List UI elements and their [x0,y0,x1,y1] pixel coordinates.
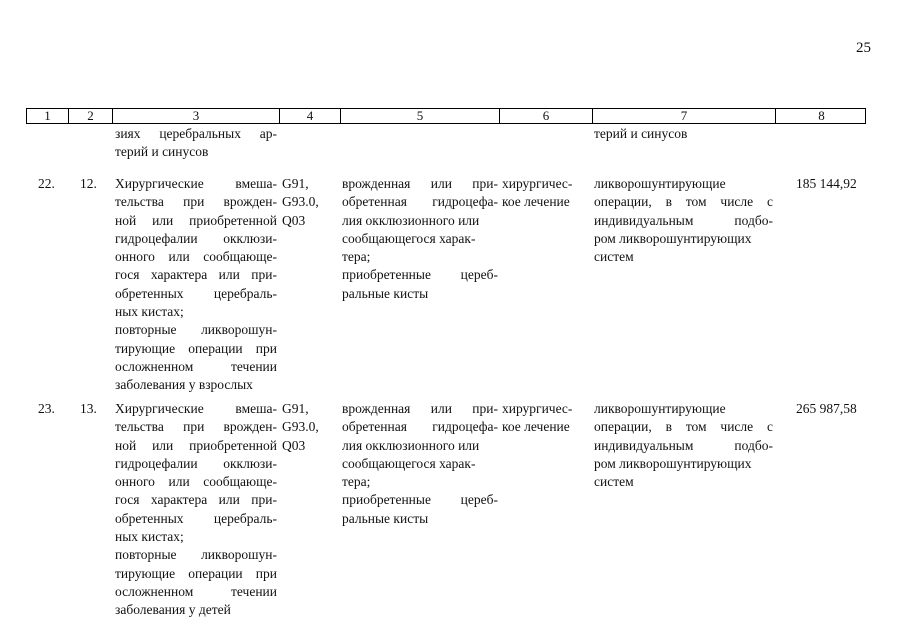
row-col3 [115,400,277,620]
cell-line: G91, [282,176,309,191]
cell-line: гидроцефалии окклюзи- [115,230,277,246]
cell-line: зиях церебральных ар- [115,126,277,141]
cell-line: ных кистах; [115,304,184,320]
cell-line: Q03 [282,437,306,453]
cell-line: ных кистах; [115,529,184,545]
cell-line: терий и синусов [594,126,688,141]
cell-line: тирующие операции при [115,565,277,581]
cell-line: систем [594,249,634,265]
cell-line: хирургичес- [502,401,573,416]
cell-line: обретенных церебраль- [115,510,277,526]
column-header-2: 2 [69,109,113,123]
cell-line: тера; [342,249,371,265]
row-price: 265 987,58 [796,401,857,416]
cell-line: ной или приобретенной [115,212,277,228]
column-header-5: 5 [341,109,500,123]
cell-line: сообщающегося харак- [342,455,476,471]
cell-line: хирургичес- [502,176,573,191]
cell-line: лия окклюзионного или [342,212,480,228]
cell-line: обретенная гидроцефа- [342,419,498,435]
row-col7 [594,400,773,491]
cell-line: обретенная гидроцефа- [342,194,498,210]
cell-line: сообщающегося харак- [342,230,476,246]
cell-line: лия окклюзионного или [342,437,480,453]
cell-line: тельства при врожден- [115,194,277,210]
cell-line: врожденная или при- [342,176,498,191]
cell-line: осложненном течении [115,358,277,374]
row-col5 [342,400,498,528]
cell-line: врожденная или при- [342,401,498,416]
cell-line: G93.0, [282,194,319,210]
cell-line: ром ликворошунтирующих [594,455,752,471]
cell-line: тирующие операции при [115,340,277,356]
table-header [26,108,866,124]
cell-line: терий и синусов [115,144,209,160]
cell-line: G93.0, [282,419,319,435]
column-header-1: 1 [27,109,69,123]
cell-line: Q03 [282,212,306,228]
row-col3 [115,175,277,395]
cell-line: приобретенные цереб- [342,267,498,283]
row-subnumber: 13. [80,401,97,416]
cell-line: осложненном течении [115,583,277,599]
column-header-8: 8 [818,108,825,123]
continuation-col3 [115,125,277,162]
cell-line: гидроцефалии окклюзи- [115,455,277,471]
row-col6 [502,400,572,437]
row-subnumber: 12. [80,176,97,191]
cell-line: кое лечение [502,419,570,435]
column-header-4: 4 [280,109,341,123]
row-number: 23. [38,401,55,416]
column-header-3: 3 [113,109,280,123]
cell-line: тера; [342,474,371,490]
cell-line: онного или сообщающе- [115,474,277,490]
continuation-col7 [594,125,772,143]
cell-line: ликворошунтирующие [594,401,726,416]
column-header-7: 7 [593,109,776,123]
cell-line: индивидуальным подбо- [594,212,773,228]
row-number: 22. [38,176,55,191]
cell-line: гося характера или при- [115,492,277,508]
cell-line: повторные ликворошун- [115,322,277,338]
cell-line: кое лечение [502,194,570,210]
cell-line: ликворошунтирующие [594,176,726,191]
cell-line: G91, [282,401,309,416]
row-price: 185 144,92 [796,176,857,191]
cell-line: индивидуальным подбо- [594,437,773,453]
cell-line: операции, в том числе с [594,419,773,435]
page-number: 25 [856,40,871,56]
cell-line: Хирургические вмеша- [115,401,277,416]
cell-line: заболевания у взрослых [115,377,253,393]
cell-line: операции, в том числе с [594,194,773,210]
cell-line: ром ликворошунтирующих [594,230,752,246]
cell-line: гося характера или при- [115,267,277,283]
cell-line: обретенных церебраль- [115,285,277,301]
column-header-6: 6 [500,109,593,123]
cell-line: тельства при врожден- [115,419,277,435]
row-col6 [502,175,572,212]
row-col7 [594,175,773,266]
cell-line: заболевания у детей [115,602,231,618]
cell-line: ной или приобретенной [115,437,277,453]
cell-line: ральные кисты [342,510,429,526]
cell-line: повторные ликворошун- [115,547,277,563]
row-col4-codes [282,175,319,230]
cell-line: Хирургические вмеша- [115,176,277,191]
cell-line: онного или сообщающе- [115,249,277,265]
cell-line: приобретенные цереб- [342,492,498,508]
cell-line: ральные кисты [342,285,429,301]
row-col5 [342,175,498,303]
row-col4-codes [282,400,319,455]
cell-line: систем [594,474,634,490]
